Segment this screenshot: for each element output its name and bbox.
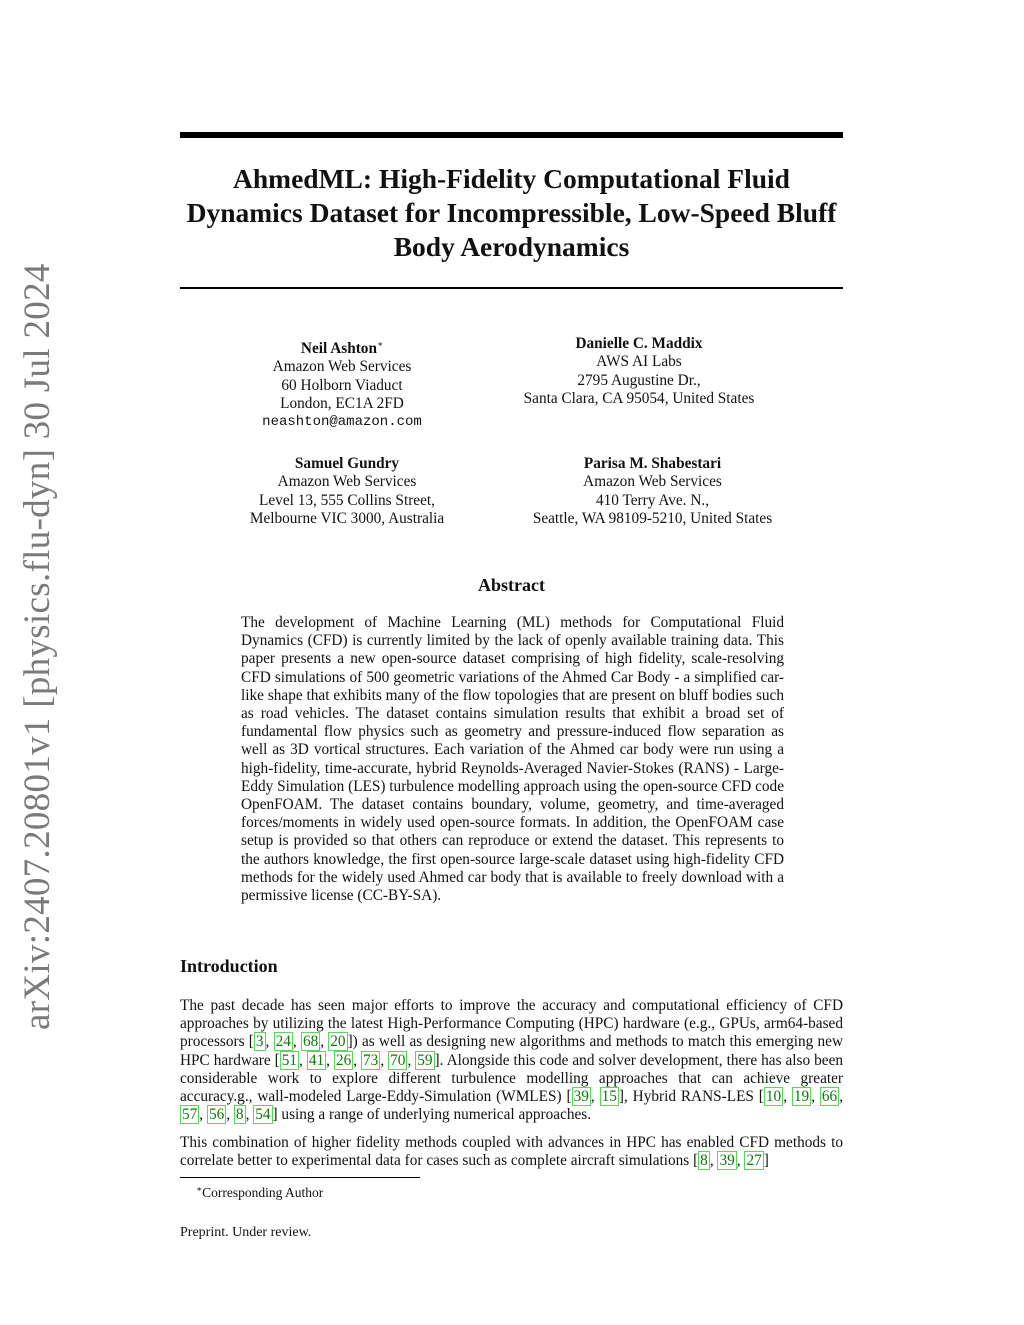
author-block-shabestari xyxy=(515,455,790,528)
author-email: neashton@amazon.com xyxy=(262,414,422,431)
author-address-line: Level 13, 555 Collins Street, xyxy=(259,491,435,509)
title-top-rule xyxy=(180,132,843,138)
author-name: Samuel Gundry xyxy=(294,455,400,472)
citation-link[interactable]: 57 xyxy=(182,1106,198,1124)
author-block-gundry xyxy=(222,455,472,528)
author-address-line: Melbourne VIC 3000, Australia xyxy=(249,509,445,527)
author-block-ashton xyxy=(222,335,462,431)
introduction-paragraph: The past decade has seen major efforts to improve the accuracy and computational efficiency of CFD approaches by utilizing the latest High-Performance Computing (HPC) hardware (e.g., GPUs, arm64-based processors [ 3 , 24 , 68 , 20 ]) as well as designing new algorithms and methods to match this emerging new HPC hardware [ 51 , 41 , 26 , 73 , 70 , 59 ]. Alongside this code and solver development, there has also been considerable work to explore different turbulence modelling approaches that can achieve greater accuracy.g., wall-modeled Large-Eddy-Simulation (WMLES) [ 39 , 15 ], Hybrid RANS-LES [ 10 , 19 , 66 , 57 , 56 , 8 , 54 ] using a range of underlying numerical approaches. xyxy=(180,997,844,1124)
citation-link[interactable]: 59 xyxy=(417,1051,433,1069)
author-name: Danielle C. Maddix xyxy=(575,335,703,352)
citation-group: 8 , 39 , 27 xyxy=(700,1152,762,1170)
author-address-line: Seattle, WA 98109-5210, United States xyxy=(532,509,773,527)
abstract-heading: Abstract xyxy=(478,575,545,595)
author-address-line: Santa Clara, CA 95054, United States xyxy=(523,389,755,407)
author-address-line: 2795 Augustine Dr., xyxy=(577,371,701,389)
citation-link[interactable]: 39 xyxy=(573,1088,589,1106)
citation-link[interactable]: 8 xyxy=(700,1152,708,1170)
author-block-maddix xyxy=(505,335,773,408)
introduction-paragraph: This combination of higher fidelity methods coupled with advances in HPC has enabled CFD methods to correlate better to experimental data for cases such as complete aircraft simulations [ 8 , 39 , 27 ] xyxy=(180,1134,843,1170)
citation-link[interactable]: 51 xyxy=(281,1051,297,1069)
citation-link[interactable]: 19 xyxy=(793,1088,810,1106)
introduction-heading: Introduction xyxy=(180,956,278,976)
corresponding-author-marker: ∗ xyxy=(376,339,384,349)
author-affiliation: AWS AI Labs xyxy=(596,353,682,371)
citation-link[interactable]: 68 xyxy=(302,1033,319,1051)
author-address-line: 410 Terry Ave. N., xyxy=(595,491,710,509)
citation-link[interactable]: 27 xyxy=(746,1152,762,1170)
citation-link[interactable]: 26 xyxy=(335,1051,352,1069)
author-address-line: London, EC1A 2FD xyxy=(280,394,404,412)
citation-link[interactable]: 3 xyxy=(255,1033,264,1051)
citation-link[interactable]: 66 xyxy=(821,1088,838,1106)
author-affiliation: Amazon Web Services xyxy=(277,473,417,491)
title-bottom-rule xyxy=(180,287,843,289)
citation-link[interactable]: 73 xyxy=(363,1051,379,1069)
footnote-rule xyxy=(180,1177,420,1178)
citation-group: 51 , 41 , 26 , 73 , 70 , 59 xyxy=(281,1051,433,1069)
arxiv-identifier-stamp: arXiv:2407.20801v1 [physics.flu-dyn] 30 Jul 2024 xyxy=(17,263,58,1030)
author-name: Neil Ashton∗ xyxy=(300,339,384,357)
citation-link[interactable]: 8 xyxy=(235,1106,244,1124)
author-address-line: 60 Holborn Viaduct xyxy=(281,376,403,394)
citation-group: 3 , 24 , 68 , 20 xyxy=(255,1033,346,1051)
paper-title: AhmedML: High-Fidelity Computational Fluid Dynamics Dataset for Incompressible, Low-Speed Bluff Body Aerodynamics xyxy=(186,163,837,262)
citation-group: 10 , 19 , 66 , 57 , 56 , 8 , 54 xyxy=(182,1088,844,1124)
footnote-text: Corresponding Author xyxy=(202,1185,324,1200)
footnote-marker: ∗ xyxy=(196,1184,203,1194)
citation-link[interactable]: 39 xyxy=(719,1152,735,1170)
author-affiliation: Amazon Web Services xyxy=(583,473,722,491)
citation-link[interactable]: 56 xyxy=(208,1106,225,1124)
citation-link[interactable]: 10 xyxy=(765,1088,782,1106)
citation-group: 39 , 15 xyxy=(573,1088,617,1106)
citation-link[interactable]: 54 xyxy=(255,1106,271,1124)
footnote xyxy=(196,1181,596,1201)
citation-link[interactable]: 15 xyxy=(601,1088,617,1106)
author-affiliation: Amazon Web Services xyxy=(272,358,412,376)
citation-link[interactable]: 41 xyxy=(308,1051,325,1069)
citation-link[interactable]: 70 xyxy=(390,1051,406,1069)
citation-link[interactable]: 20 xyxy=(330,1033,346,1051)
citation-link[interactable]: 24 xyxy=(275,1033,291,1051)
preprint-note: Preprint. Under review. xyxy=(180,1225,312,1240)
author-name: Parisa M. Shabestari xyxy=(583,455,722,472)
abstract-text: The development of Machine Learning (ML) methods for Computational Fluid Dynamics (CFD) is currently limited by the lack of openly available training data. This paper presents a new open-source dataset comprising of high fidelity, scale-resolving CFD simulations of 500 geometric variations of the Ahmed Car Body - a simplified car-like shape that exhibits many of the flow topologies that are present on bluff bodies such as road vehicles. The dataset contains simulation results that exhibit a broad set of fundamental flow physics such as geometry and pressure-induced flow separation as well as 3D vortical structures. Each variation of the Ahmed car body were run using a high-fidelity, time-accurate, hybrid Reynolds-Averaged Navier-Stokes (RANS) - Large-Eddy Simulation (LES) turbulence modelling approach using the open-source CFD code OpenFOAM. The dataset contains boundary, volume, geometry, and time-averaged forces/moments in widely used open-source formats. In addition, the OpenFOAM case setup is provided so that others can reproduce or extend the dataset. This represents to the authors knowledge, the first open-source large-scale dataset using high-fidelity CFD methods for the widely used Ahmed car body that is available to freely download with a permissive license (CC-BY-SA). xyxy=(241,614,784,905)
